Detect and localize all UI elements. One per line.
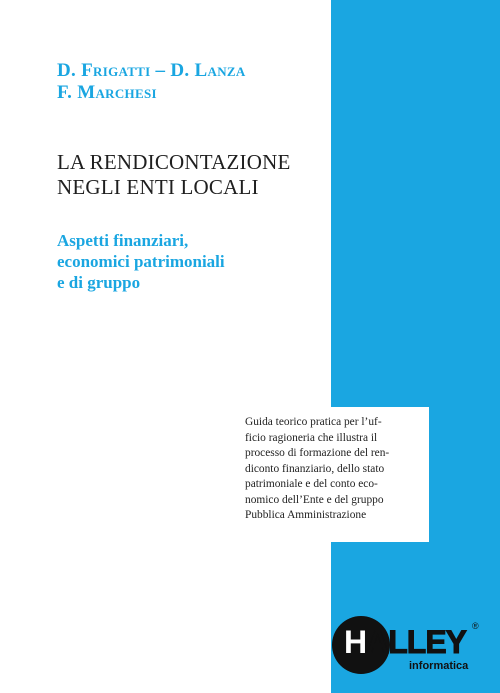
authors xyxy=(57,60,246,104)
logo-subtitle: informatica xyxy=(409,660,469,672)
publisher-logo xyxy=(332,614,482,676)
accent-band xyxy=(331,0,500,693)
description-line: patrimoniale e del conto eco- xyxy=(245,478,378,490)
description-line: Guida teorico pratica per l’uf- xyxy=(245,416,382,428)
logo-wordmark xyxy=(344,625,466,659)
title-line-1: LA RENDICONTAZIONE xyxy=(57,150,291,174)
logo-letter-h: H xyxy=(344,624,367,660)
author-line-2: F. Marchesi xyxy=(57,82,157,103)
description-line: nomico dell’Ente e del gruppo xyxy=(245,493,384,506)
description-line: diconto finanziario, dello stato xyxy=(245,462,385,475)
title-line-2: NEGLI ENTI LOCALI xyxy=(57,175,259,199)
description-line: ficio ragioneria che illustra il xyxy=(245,431,378,444)
description-line: Pubblica Amministrazione xyxy=(245,509,367,521)
description-line: processo di formazione del ren- xyxy=(245,447,390,459)
subtitle-line-1: Aspetti finanziari, xyxy=(57,231,189,250)
logo-letters: ALLEY xyxy=(366,624,466,660)
subtitle-line-2: economici patrimoniali xyxy=(57,252,225,271)
description-box xyxy=(237,407,429,542)
description-text xyxy=(245,415,427,524)
book-subtitle xyxy=(57,230,225,293)
registered-mark: ® xyxy=(472,621,479,631)
author-line-1: D. Frigatti – D. Lanza xyxy=(57,60,246,81)
book-title xyxy=(57,150,290,200)
subtitle-line-3: e di gruppo xyxy=(57,273,141,292)
